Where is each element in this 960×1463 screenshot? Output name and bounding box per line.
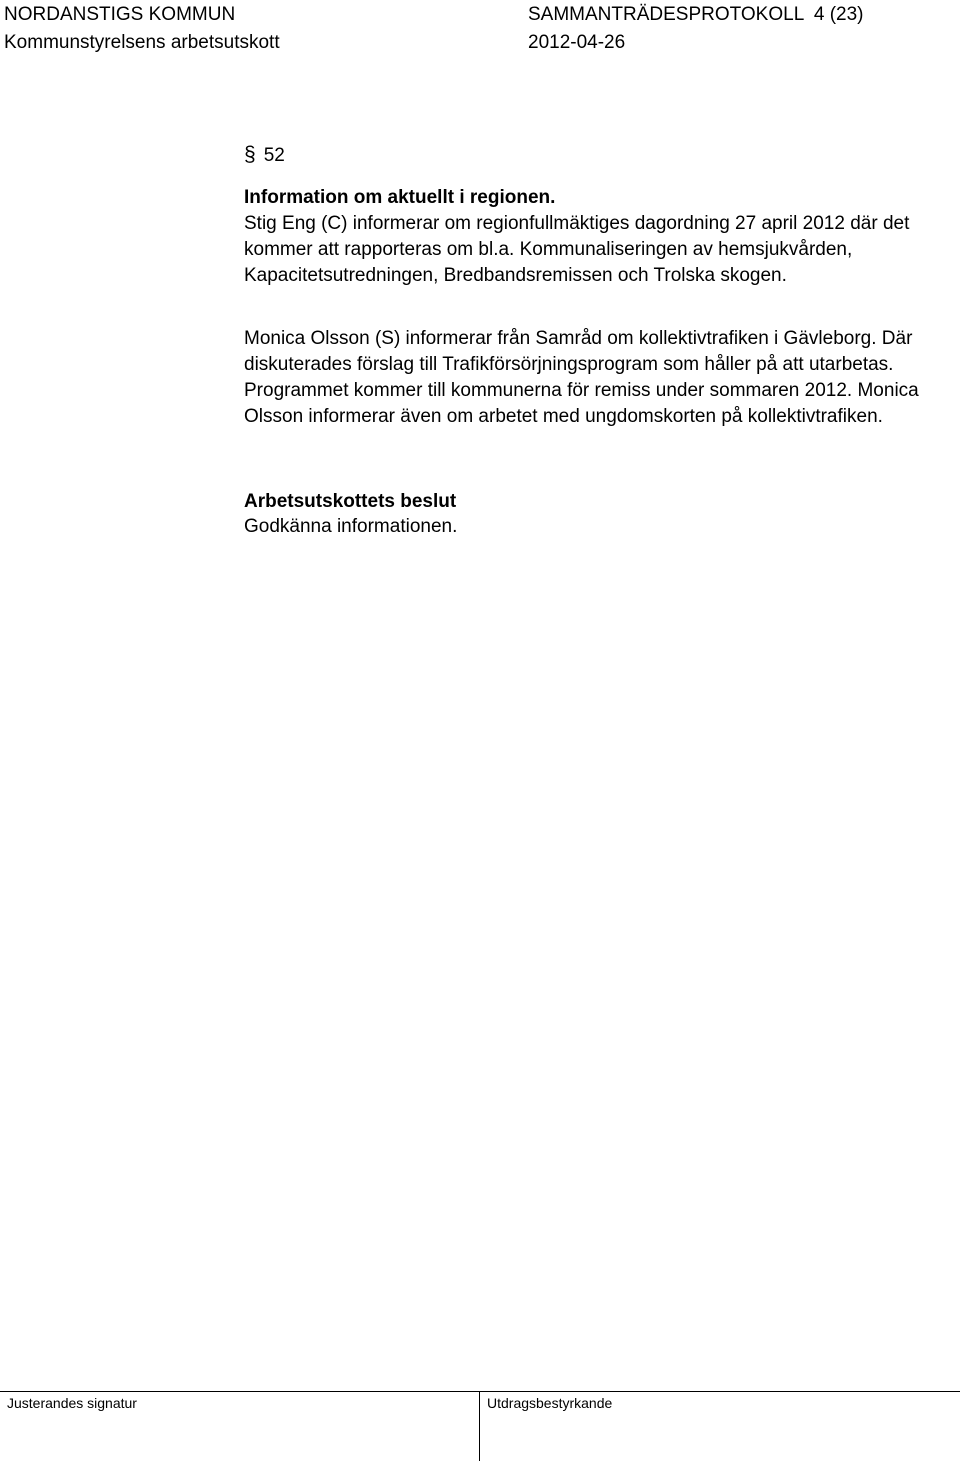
protocol-title-text: SAMMANTRÄDESPROTOKOLL: [528, 4, 804, 25]
footer-divider: [479, 1391, 480, 1461]
decision-heading: Arbetsutskottets beslut: [244, 491, 457, 512]
extract-certification-label: Utdragsbestyrkande: [487, 1395, 613, 1411]
decision-text: Godkänna informationen.: [244, 516, 458, 537]
section-symbol: §: [244, 143, 256, 166]
committee-name: Kommunstyrelsens arbetsutskott: [4, 32, 280, 53]
paragraph-monica-olsson: Monica Olsson (S) informerar från Samråd om kollektivtrafiken i Gävleborg. Där diskuterades förslag till Trafikförsörjningsprogram som håller på att utarbetas. Programmet kommer till kommunerna för remiss under sommaren 2012. Monica Olsson informerar även om arbetet med ungdomskorten på kollektivtrafiken.: [244, 328, 919, 427]
section-subject: Information om aktuellt i regionen.: [244, 187, 556, 208]
footer-rule: [0, 1391, 960, 1392]
meeting-date: 2012-04-26: [528, 32, 626, 53]
paragraph-stig-eng: Stig Eng (C) informerar om regionfullmäktiges dagordning 27 april 2012 där det kommer att rapporteras om bl.a. Kommunaliseringen av hemsjukvården, Kapacitetsutredningen, Bredbandsremissen och Trolska skogen.: [244, 213, 910, 286]
signature-label: Justerandes signatur: [7, 1395, 137, 1411]
section-number: 52: [263, 145, 285, 166]
section-number-line: [244, 142, 285, 169]
organization-name: NORDANSTIGS KOMMUN: [4, 4, 236, 25]
protocol-title: [528, 4, 863, 26]
page-number: 4 (23): [813, 4, 864, 25]
